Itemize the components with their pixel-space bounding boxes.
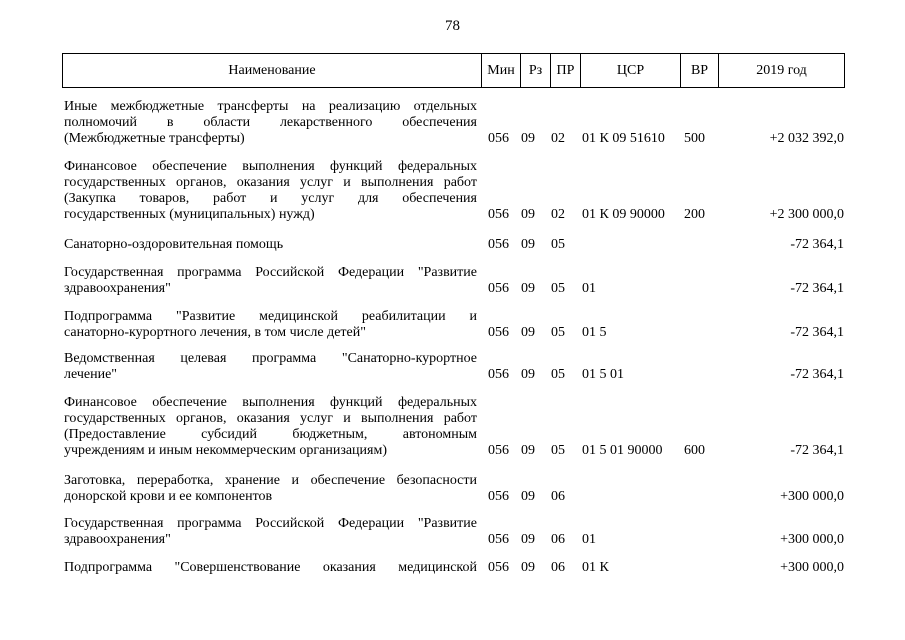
- header-year: 2019 год: [718, 54, 844, 87]
- header-pr: ПР: [550, 54, 580, 87]
- row-amount: -72 364,1: [790, 367, 844, 382]
- row-name-line: здравоохранения": [64, 532, 171, 547]
- row-name: [64, 516, 477, 548]
- header-vr: ВР: [680, 54, 718, 87]
- header-rz: Рз: [520, 54, 550, 87]
- row-name-line: Государственная программа Российской Федерации "Развитие: [64, 516, 477, 531]
- row-csr: 01 К: [582, 560, 609, 575]
- header-min: Мин: [481, 54, 520, 87]
- row-csr: 01 5 01 90000: [582, 443, 663, 458]
- row-amount: +300 000,0: [780, 532, 844, 547]
- row-name-line: санаторно-курортного лечения, в том числе детей": [64, 325, 366, 340]
- row-amount: -72 364,1: [790, 237, 844, 252]
- row-min: 056: [488, 532, 509, 547]
- row-csr: 01 К 09 51610: [582, 131, 665, 146]
- row-min: 056: [488, 207, 509, 222]
- row-name: [64, 351, 477, 383]
- row-pr: 05: [551, 237, 565, 252]
- row-rz: 09: [521, 237, 535, 252]
- row-name-line: Финансовое обеспечение выполнения функций федеральных: [64, 395, 477, 410]
- row-name: [64, 99, 477, 147]
- row-name-line: государственных органов, оказания услуг и выполнения работ: [64, 175, 477, 190]
- row-vr: 600: [684, 443, 705, 458]
- row-min: 056: [488, 560, 509, 575]
- row-name-line: лечение": [64, 367, 118, 382]
- row-pr: 02: [551, 207, 565, 222]
- row-pr: 06: [551, 489, 565, 504]
- row-pr: 06: [551, 560, 565, 575]
- row-min: 056: [488, 489, 509, 504]
- row-name-line: государственных органов, оказания услуг и выполнения работ: [64, 411, 477, 426]
- row-name: [64, 237, 477, 253]
- row-min: 056: [488, 325, 509, 340]
- row-name-line: Санаторно-оздоровительная помощь: [64, 237, 284, 252]
- row-rz: 09: [521, 207, 535, 222]
- row-name-line: Иные межбюджетные трансферты на реализацию отдельных: [64, 99, 477, 114]
- row-name-line: полномочий в области лекарственного обеспечения: [64, 115, 477, 130]
- row-csr: 01 5 01: [582, 367, 624, 382]
- row-csr: 01: [582, 281, 596, 296]
- row-name: [64, 560, 477, 576]
- row-name-line: здравоохранения": [64, 281, 171, 296]
- row-name-line: Финансовое обеспечение выполнения функций федеральных: [64, 159, 477, 174]
- row-rz: 09: [521, 131, 535, 146]
- row-name: [64, 395, 477, 459]
- row-name-line: государственных (муниципальных) нужд): [64, 207, 315, 222]
- row-amount: -72 364,1: [790, 325, 844, 340]
- row-rz: 09: [521, 443, 535, 458]
- row-name-line: Подпрограмма "Развитие медицинской реабилитации и: [64, 309, 477, 324]
- row-min: 056: [488, 367, 509, 382]
- row-min: 056: [488, 131, 509, 146]
- row-name-line: (Закупка товаров, работ и услуг для обеспечения: [64, 191, 477, 206]
- row-pr: 05: [551, 281, 565, 296]
- row-rz: 09: [521, 560, 535, 575]
- row-rz: 09: [521, 281, 535, 296]
- header-csr: ЦСР: [580, 54, 680, 87]
- row-min: 056: [488, 281, 509, 296]
- row-csr: 01 5: [582, 325, 607, 340]
- row-name: [64, 473, 477, 505]
- header-name: Наименование: [228, 63, 316, 78]
- row-min: 056: [488, 237, 509, 252]
- row-name-line: донорской крови и ее компонентов: [64, 489, 273, 504]
- row-name-line: (Межбюджетные трансферты): [64, 131, 245, 146]
- row-name-line: (Предоставление субсидий бюджетным, автономным: [64, 427, 477, 442]
- row-vr: 200: [684, 207, 705, 222]
- row-rz: 09: [521, 325, 535, 340]
- row-name-line: Заготовка, переработка, хранение и обеспечение безопасности: [64, 473, 477, 488]
- row-pr: 02: [551, 131, 565, 146]
- row-rz: 09: [521, 367, 535, 382]
- row-name: [64, 265, 477, 297]
- row-amount: +300 000,0: [780, 489, 844, 504]
- row-name-line: Подпрограмма "Совершенствование оказания медицинской: [64, 560, 477, 575]
- table-header: [62, 53, 845, 88]
- row-pr: 06: [551, 532, 565, 547]
- row-name-line: Ведомственная целевая программа "Санаторно-курортное: [64, 351, 477, 366]
- row-pr: 05: [551, 367, 565, 382]
- row-pr: 05: [551, 443, 565, 458]
- row-amount: +2 300 000,0: [769, 207, 844, 222]
- row-amount: +2 032 392,0: [769, 131, 844, 146]
- row-name: [64, 159, 477, 223]
- row-name-line: Государственная программа Российской Федерации "Развитие: [64, 265, 477, 280]
- row-rz: 09: [521, 532, 535, 547]
- row-csr: 01 К 09 90000: [582, 207, 665, 222]
- row-name: [64, 309, 477, 341]
- row-name-line: учреждениям и иным некоммерческим организациям): [64, 443, 388, 458]
- page-number: 78: [445, 18, 460, 34]
- row-csr: 01: [582, 532, 596, 547]
- row-amount: +300 000,0: [780, 560, 844, 575]
- row-pr: 05: [551, 325, 565, 340]
- row-rz: 09: [521, 489, 535, 504]
- row-amount: -72 364,1: [790, 281, 844, 296]
- row-amount: -72 364,1: [790, 443, 844, 458]
- row-min: 056: [488, 443, 509, 458]
- row-vr: 500: [684, 131, 705, 146]
